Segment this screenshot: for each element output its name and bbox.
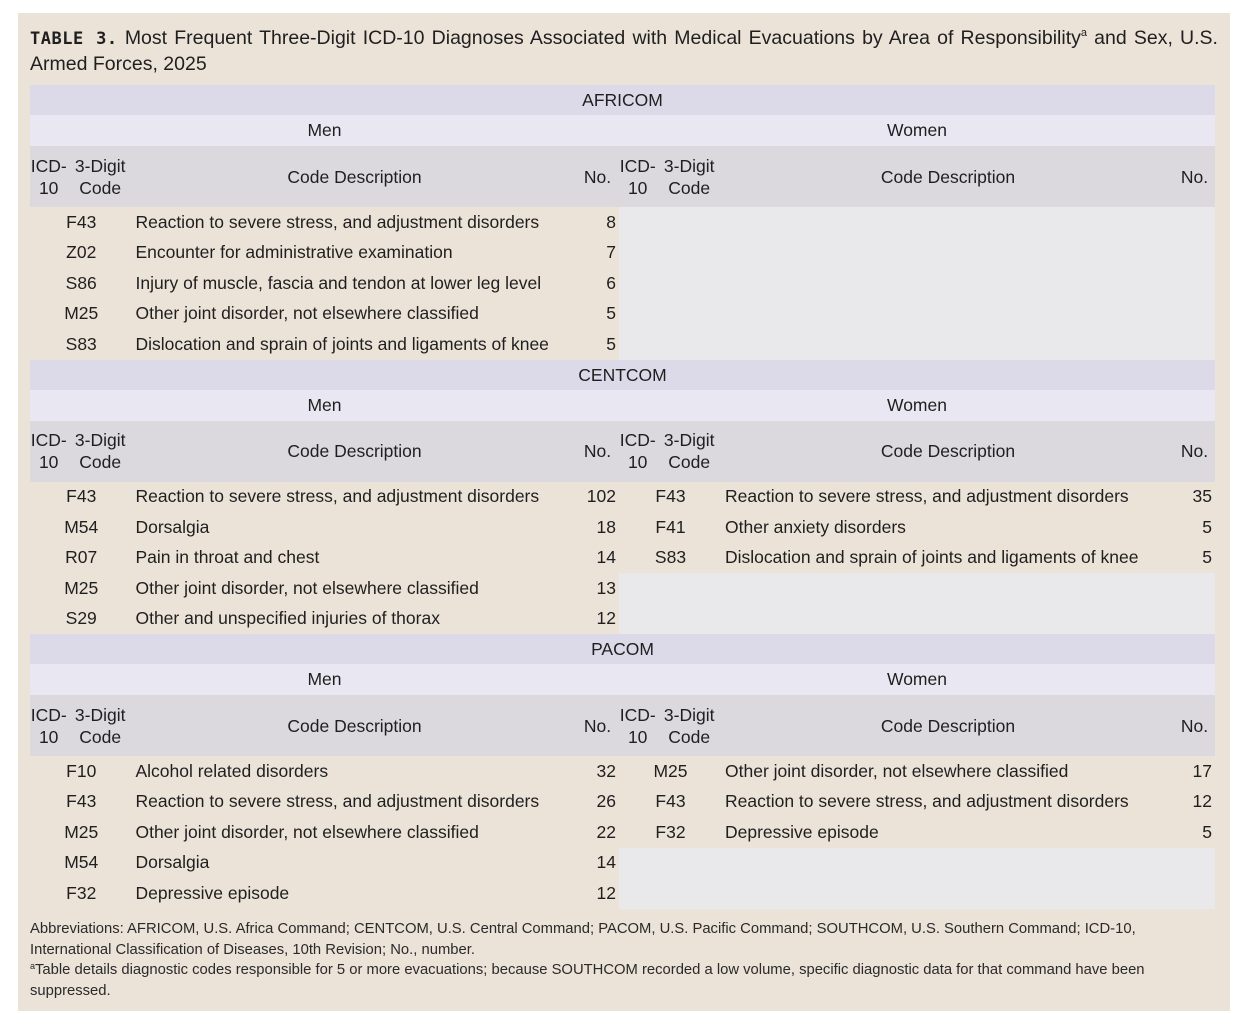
sex-header-row bbox=[30, 115, 1215, 146]
icd-code: F43 bbox=[655, 791, 686, 812]
code-header-line1: ICD-10 bbox=[619, 155, 656, 198]
icd-code: M25 bbox=[64, 821, 99, 842]
evacuation-count: 5 bbox=[606, 303, 616, 324]
icd-code: Z02 bbox=[66, 242, 97, 263]
code-description: Reaction to severe stress, and adjustment disorders bbox=[135, 486, 540, 507]
code-description: Other anxiety disorders bbox=[725, 516, 906, 537]
women-number-header: No. bbox=[1180, 166, 1209, 187]
table-row bbox=[30, 604, 619, 635]
table-row bbox=[30, 268, 619, 299]
table-row bbox=[30, 543, 619, 574]
women-description-header: Code Description bbox=[880, 166, 1016, 187]
code-description: Other and unspecified injuries of thorax bbox=[135, 608, 440, 629]
evacuation-count: 32 bbox=[596, 760, 616, 781]
evacuation-count: 26 bbox=[596, 791, 616, 812]
code-header-line1: ICD-10 bbox=[30, 155, 67, 198]
table-panel bbox=[18, 13, 1230, 1011]
code-description: Other joint disorder, not elsewhere classified bbox=[725, 760, 1069, 781]
code-description: Dorsalgia bbox=[135, 516, 210, 537]
icd-code: R07 bbox=[65, 547, 98, 568]
table-row bbox=[30, 238, 619, 269]
evacuation-count: 13 bbox=[596, 577, 616, 598]
table-row bbox=[30, 756, 619, 787]
table-row bbox=[30, 787, 619, 818]
section-body bbox=[30, 482, 1215, 635]
code-description: Reaction to severe stress, and adjustment disorders bbox=[725, 486, 1129, 507]
women-number-header: No. bbox=[1180, 715, 1209, 736]
evacuation-count: 12 bbox=[596, 882, 616, 903]
code-description: Pain in throat and chest bbox=[135, 547, 320, 568]
men-number-header: No. bbox=[583, 441, 612, 461]
diagnoses-table bbox=[30, 85, 1215, 909]
section-body bbox=[30, 756, 1215, 909]
code-description: Depressive episode bbox=[135, 882, 290, 903]
footnote bbox=[30, 960, 1218, 1001]
men-rows bbox=[30, 756, 619, 909]
table-row bbox=[619, 482, 1215, 513]
men-number-header: No. bbox=[583, 715, 612, 736]
evacuation-count: 12 bbox=[596, 608, 616, 629]
table-row bbox=[30, 512, 619, 543]
code-description: Dorsalgia bbox=[135, 852, 210, 873]
men-rows bbox=[30, 207, 619, 360]
table-row bbox=[30, 848, 619, 879]
table-row bbox=[619, 756, 1215, 787]
command-header: PACOM bbox=[30, 634, 1215, 664]
men-description-header: Code Description bbox=[287, 715, 422, 736]
title-text-end: and Sex, U.S. Armed Forces, 2025 bbox=[30, 27, 1218, 75]
table-row bbox=[30, 207, 619, 238]
code-header-line1: ICD-10 bbox=[30, 430, 67, 472]
women-header: Women bbox=[887, 120, 947, 140]
men-header: Men bbox=[307, 120, 342, 140]
table-row bbox=[619, 817, 1215, 848]
code-description: Other joint disorder, not elsewhere classified bbox=[135, 303, 479, 324]
evacuation-count: 17 bbox=[1192, 760, 1212, 781]
icd-code: F10 bbox=[66, 760, 97, 781]
column-header-row bbox=[30, 421, 1215, 482]
women-code-header bbox=[619, 695, 722, 756]
code-description: Injury of muscle, fascia and tendon at lower leg level bbox=[135, 272, 542, 293]
table-row bbox=[30, 573, 619, 604]
women-description-header: Code Description bbox=[880, 715, 1016, 736]
icd-code: S86 bbox=[65, 272, 97, 293]
icd-code: F32 bbox=[66, 882, 97, 903]
section-centcom bbox=[30, 360, 1215, 635]
code-header-line2: 3-Digit Code bbox=[663, 430, 715, 472]
section-body bbox=[30, 207, 1215, 360]
icd-code: M54 bbox=[64, 852, 99, 873]
women-number-header: No. bbox=[1180, 441, 1209, 461]
code-description: Dislocation and sprain of joints and ligaments of knee bbox=[725, 547, 1139, 568]
women-header: Women bbox=[887, 394, 947, 415]
code-header-line1: ICD-10 bbox=[30, 704, 67, 747]
icd-code: M25 bbox=[64, 577, 99, 598]
column-header-row bbox=[30, 695, 1215, 756]
footnote-text: Table details diagnostic codes responsible for 5 or more evacuations; because SOUTHCOM recorded a low volume, specific diagnostic data for that command have been suppressed. bbox=[30, 962, 1145, 999]
women-description-header: Code Description bbox=[880, 441, 1016, 461]
evacuation-count: 14 bbox=[596, 547, 616, 568]
empty-cell bbox=[619, 848, 1215, 909]
code-description: Other joint disorder, not elsewhere classified bbox=[135, 821, 479, 842]
evacuation-count: 5 bbox=[1202, 516, 1212, 537]
women-code-header bbox=[619, 146, 722, 207]
icd-code: F43 bbox=[66, 211, 97, 232]
icd-code: S83 bbox=[65, 333, 97, 354]
evacuation-count: 8 bbox=[606, 211, 616, 232]
icd-code: M25 bbox=[64, 303, 99, 324]
column-header-row bbox=[30, 146, 1215, 207]
evacuation-count: 6 bbox=[606, 272, 616, 293]
footnote-marker: a bbox=[30, 961, 36, 971]
code-description: Reaction to severe stress, and adjustment disorders bbox=[135, 211, 540, 232]
command-header: AFRICOM bbox=[30, 85, 1215, 115]
men-header: Men bbox=[307, 394, 342, 415]
men-number-header: No. bbox=[583, 166, 612, 187]
table-label: TABLE 3. bbox=[30, 29, 118, 49]
table-row bbox=[619, 512, 1215, 543]
table-row bbox=[30, 329, 619, 360]
evacuation-count: 5 bbox=[1202, 821, 1212, 842]
code-description: Encounter for administrative examination bbox=[135, 242, 453, 263]
table-row bbox=[619, 543, 1215, 574]
code-description: Dislocation and sprain of joints and ligaments of knee bbox=[135, 333, 549, 354]
code-description: Other joint disorder, not elsewhere classified bbox=[135, 577, 479, 598]
abbreviations-note: Abbreviations: AFRICOM, U.S. Africa Command; CENTCOM, U.S. Central Command; PACOM, U.S. Pacific Command; SOUTHCOM, U.S. Southern Command; ICD-10, International Classification of Diseases, 10th Revision; No., number. bbox=[30, 921, 1136, 958]
women-rows bbox=[619, 207, 1215, 360]
sex-header-row bbox=[30, 664, 1215, 695]
icd-code: S83 bbox=[654, 547, 687, 568]
men-description-header: Code Description bbox=[287, 166, 422, 187]
icd-code: F43 bbox=[655, 486, 686, 507]
code-header-line2: 3-Digit Code bbox=[74, 155, 126, 198]
evacuation-count: 22 bbox=[596, 821, 616, 842]
evacuation-count: 18 bbox=[596, 516, 616, 537]
table-row bbox=[30, 482, 619, 513]
code-description: Alcohol related disorders bbox=[135, 760, 329, 781]
section-africom bbox=[30, 85, 1215, 360]
women-rows bbox=[619, 756, 1215, 909]
women-header: Women bbox=[887, 669, 947, 689]
table-row bbox=[30, 817, 619, 848]
evacuation-count: 102 bbox=[586, 486, 616, 507]
evacuation-count: 7 bbox=[606, 242, 616, 263]
title-footnote-marker: a bbox=[1080, 27, 1087, 39]
code-header-line2: 3-Digit Code bbox=[663, 704, 715, 747]
men-code-header bbox=[30, 695, 133, 756]
icd-code: F41 bbox=[655, 516, 686, 537]
table-row bbox=[30, 878, 619, 909]
section-pacom bbox=[30, 634, 1215, 909]
code-header-line2: 3-Digit Code bbox=[663, 155, 715, 198]
icd-code: M25 bbox=[653, 760, 688, 781]
men-rows bbox=[30, 482, 619, 635]
code-description: Reaction to severe stress, and adjustment disorders bbox=[725, 791, 1129, 812]
icd-code: M54 bbox=[64, 516, 99, 537]
icd-code: F43 bbox=[66, 486, 97, 507]
code-header-line1: ICD-10 bbox=[619, 704, 656, 747]
table-row bbox=[619, 787, 1215, 818]
table-row bbox=[30, 299, 619, 330]
evacuation-count: 35 bbox=[1192, 486, 1212, 507]
evacuation-count: 5 bbox=[606, 333, 616, 354]
men-header: Men bbox=[307, 669, 342, 689]
icd-code: S29 bbox=[65, 608, 97, 629]
code-header-line2: 3-Digit Code bbox=[74, 430, 126, 472]
code-header-line2: 3-Digit Code bbox=[74, 704, 126, 747]
men-description-header: Code Description bbox=[287, 441, 422, 461]
empty-cell bbox=[619, 573, 1215, 634]
icd-code: F43 bbox=[66, 791, 97, 812]
title-text: Most Frequent Three-Digit ICD-10 Diagnoses Associated with Medical Evacuations by Area of Responsibility bbox=[124, 27, 1081, 49]
women-rows bbox=[619, 482, 1215, 635]
men-code-header bbox=[30, 146, 133, 207]
command-header: CENTCOM bbox=[30, 360, 1215, 390]
evacuation-count: 5 bbox=[1202, 547, 1212, 568]
table-title bbox=[30, 26, 1218, 77]
women-code-header bbox=[619, 421, 722, 482]
code-description: Reaction to severe stress, and adjustment disorders bbox=[135, 791, 540, 812]
table-notes bbox=[30, 919, 1218, 1001]
evacuation-count: 14 bbox=[596, 852, 616, 873]
code-description: Depressive episode bbox=[725, 821, 879, 842]
empty-cell bbox=[619, 207, 1215, 360]
code-header-line1: ICD-10 bbox=[619, 430, 656, 472]
evacuation-count: 12 bbox=[1192, 791, 1212, 812]
men-code-header bbox=[30, 421, 133, 482]
icd-code: F32 bbox=[655, 821, 686, 842]
sex-header-row bbox=[30, 390, 1215, 421]
